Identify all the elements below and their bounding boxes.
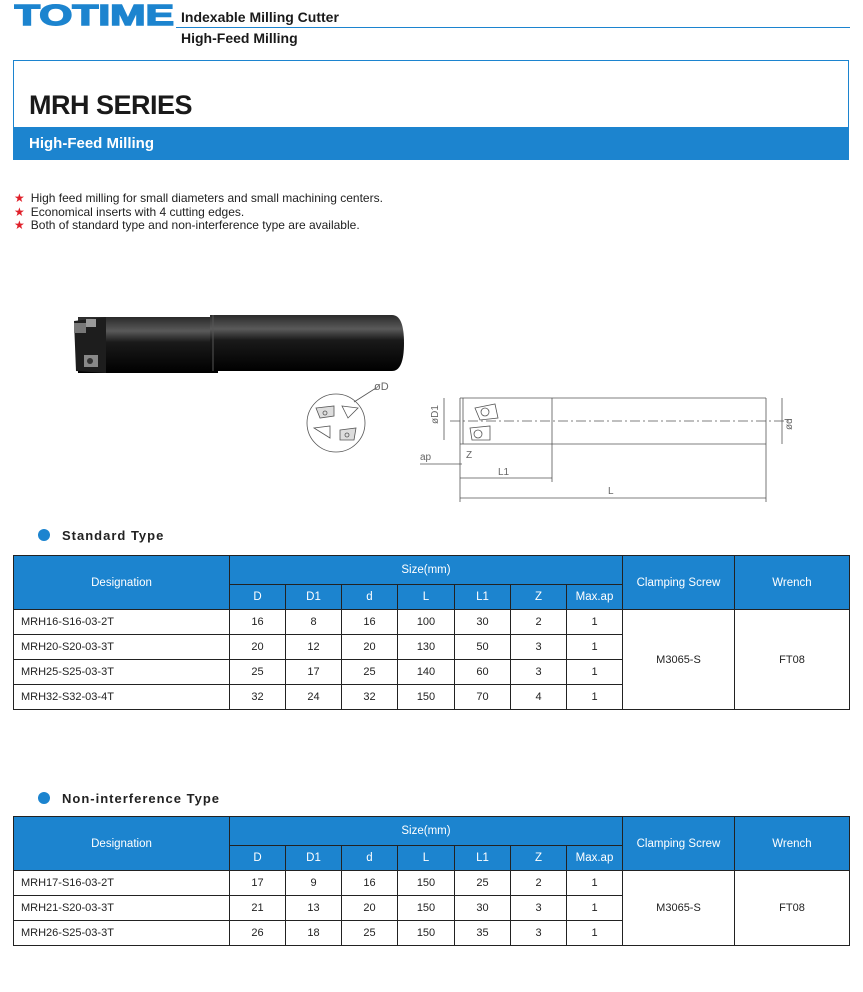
series-band	[13, 127, 849, 160]
star-icon: ★	[14, 218, 25, 232]
cell-d1: 24	[286, 685, 342, 710]
cell-d: 20	[230, 635, 286, 660]
cell-z: 3	[511, 635, 567, 660]
col-l1: L1	[455, 585, 511, 610]
cell-max-ap: 1	[567, 610, 623, 635]
cell-l1: 25	[455, 871, 511, 896]
cell-wrench: FT08	[735, 610, 850, 710]
cell-shank-d: 25	[342, 660, 398, 685]
feature-list	[14, 192, 383, 233]
col-wrench: Wrench	[735, 817, 850, 871]
product-photo	[70, 305, 405, 377]
col-d: D	[230, 585, 286, 610]
noninterference-type-heading: Non-interference Type	[38, 791, 220, 806]
bullet-icon	[38, 792, 50, 804]
col-designation: Designation	[14, 556, 230, 610]
cell-l: 150	[398, 921, 455, 946]
series-band-label: High-Feed Milling	[29, 135, 154, 152]
cell-shank-d: 25	[342, 921, 398, 946]
cell-z: 3	[511, 660, 567, 685]
feature-item: ★ Both of standard type and non-interference type are available.	[14, 218, 360, 232]
cell-l: 150	[398, 896, 455, 921]
header-rule	[176, 27, 850, 28]
bullet-icon	[38, 529, 50, 541]
cell-d1: 12	[286, 635, 342, 660]
cell-l: 140	[398, 660, 455, 685]
feature-item: ★ High feed milling for small diameters and small machining centers.	[14, 191, 383, 205]
col-max-ap: Max.ap	[567, 585, 623, 610]
cell-z: 3	[511, 921, 567, 946]
cell-d: 25	[230, 660, 286, 685]
col-designation: Designation	[14, 817, 230, 871]
cell-z: 2	[511, 871, 567, 896]
cell-l1: 30	[455, 610, 511, 635]
star-icon: ★	[14, 191, 25, 205]
cell-max-ap: 1	[567, 635, 623, 660]
label-shank-d: ød	[784, 418, 795, 430]
cell-d1: 18	[286, 921, 342, 946]
cell-d1: 8	[286, 610, 342, 635]
header-subcategory: High-Feed Milling	[181, 30, 298, 46]
cell-d: 26	[230, 921, 286, 946]
cell-max-ap: 1	[567, 871, 623, 896]
cell-shank-d: 16	[342, 610, 398, 635]
label-d1: øD1	[430, 405, 441, 424]
col-wrench: Wrench	[735, 556, 850, 610]
header-category: Indexable Milling Cutter	[181, 9, 339, 25]
col-shank-d: d	[342, 585, 398, 610]
cell-max-ap: 1	[567, 896, 623, 921]
cell-d: 16	[230, 610, 286, 635]
cell-l: 100	[398, 610, 455, 635]
logo-text: TOTIME	[14, 0, 174, 28]
feature-item: ★ Economical inserts with 4 cutting edges.	[14, 204, 245, 219]
cell-designation: MRH21-S20-03-3T	[14, 896, 230, 921]
cell-designation: MRH25-S25-03-3T	[14, 660, 230, 685]
noninterference-type-table	[13, 816, 850, 946]
col-d1: D1	[286, 585, 342, 610]
standard-type-heading: Standard Type	[38, 528, 164, 543]
col-shank-d: d	[342, 846, 398, 871]
col-clamping-screw: Clamping Screw	[623, 556, 735, 610]
label-l: L	[608, 486, 614, 497]
cell-shank-d: 20	[342, 635, 398, 660]
table-row	[14, 871, 850, 896]
col-size: Size(mm)	[230, 556, 623, 585]
cell-l1: 50	[455, 635, 511, 660]
series-title: MRH SERIES	[29, 90, 193, 120]
cell-l: 150	[398, 871, 455, 896]
star-icon: ★	[14, 204, 25, 219]
col-size: Size(mm)	[230, 817, 623, 846]
col-z: Z	[511, 846, 567, 871]
cell-z: 3	[511, 896, 567, 921]
label-z: Z	[466, 450, 473, 461]
totime-logo	[14, 0, 176, 28]
cell-shank-d: 16	[342, 871, 398, 896]
end-view-circle	[307, 394, 365, 452]
cell-designation: MRH32-S32-03-4T	[14, 685, 230, 710]
cell-designation: MRH17-S16-03-2T	[14, 871, 230, 896]
cell-l1: 35	[455, 921, 511, 946]
cell-z: 2	[511, 610, 567, 635]
cell-l1: 30	[455, 896, 511, 921]
cell-d1: 17	[286, 660, 342, 685]
cell-max-ap: 1	[567, 921, 623, 946]
cell-l1: 70	[455, 685, 511, 710]
cell-max-ap: 1	[567, 660, 623, 685]
col-d1: D1	[286, 846, 342, 871]
cell-d1: 13	[286, 896, 342, 921]
label-d: øD	[374, 381, 389, 393]
col-z: Z	[511, 585, 567, 610]
col-clamping-screw: Clamping Screw	[623, 817, 735, 871]
cell-d: 17	[230, 871, 286, 896]
cell-shank-d: 20	[342, 896, 398, 921]
col-max-ap: Max.ap	[567, 846, 623, 871]
cell-z: 4	[511, 685, 567, 710]
cell-d: 21	[230, 896, 286, 921]
col-l: L	[398, 846, 455, 871]
cell-clamping-screw: M3065-S	[623, 610, 735, 710]
cell-d1: 9	[286, 871, 342, 896]
cell-l: 150	[398, 685, 455, 710]
cell-l1: 60	[455, 660, 511, 685]
cell-l: 130	[398, 635, 455, 660]
col-d: D	[230, 846, 286, 871]
technical-drawing	[290, 378, 800, 503]
col-l1: L1	[455, 846, 511, 871]
label-l1: L1	[498, 467, 510, 478]
cell-d: 32	[230, 685, 286, 710]
cell-clamping-screw: M3065-S	[623, 871, 735, 946]
col-l: L	[398, 585, 455, 610]
cell-designation: MRH16-S16-03-2T	[14, 610, 230, 635]
table-row	[14, 610, 850, 635]
cell-designation: MRH20-S20-03-3T	[14, 635, 230, 660]
cell-wrench: FT08	[735, 871, 850, 946]
cell-max-ap: 1	[567, 685, 623, 710]
cell-designation: MRH26-S25-03-3T	[14, 921, 230, 946]
standard-type-table	[13, 555, 850, 710]
label-ap: ap	[420, 452, 432, 463]
cell-shank-d: 32	[342, 685, 398, 710]
